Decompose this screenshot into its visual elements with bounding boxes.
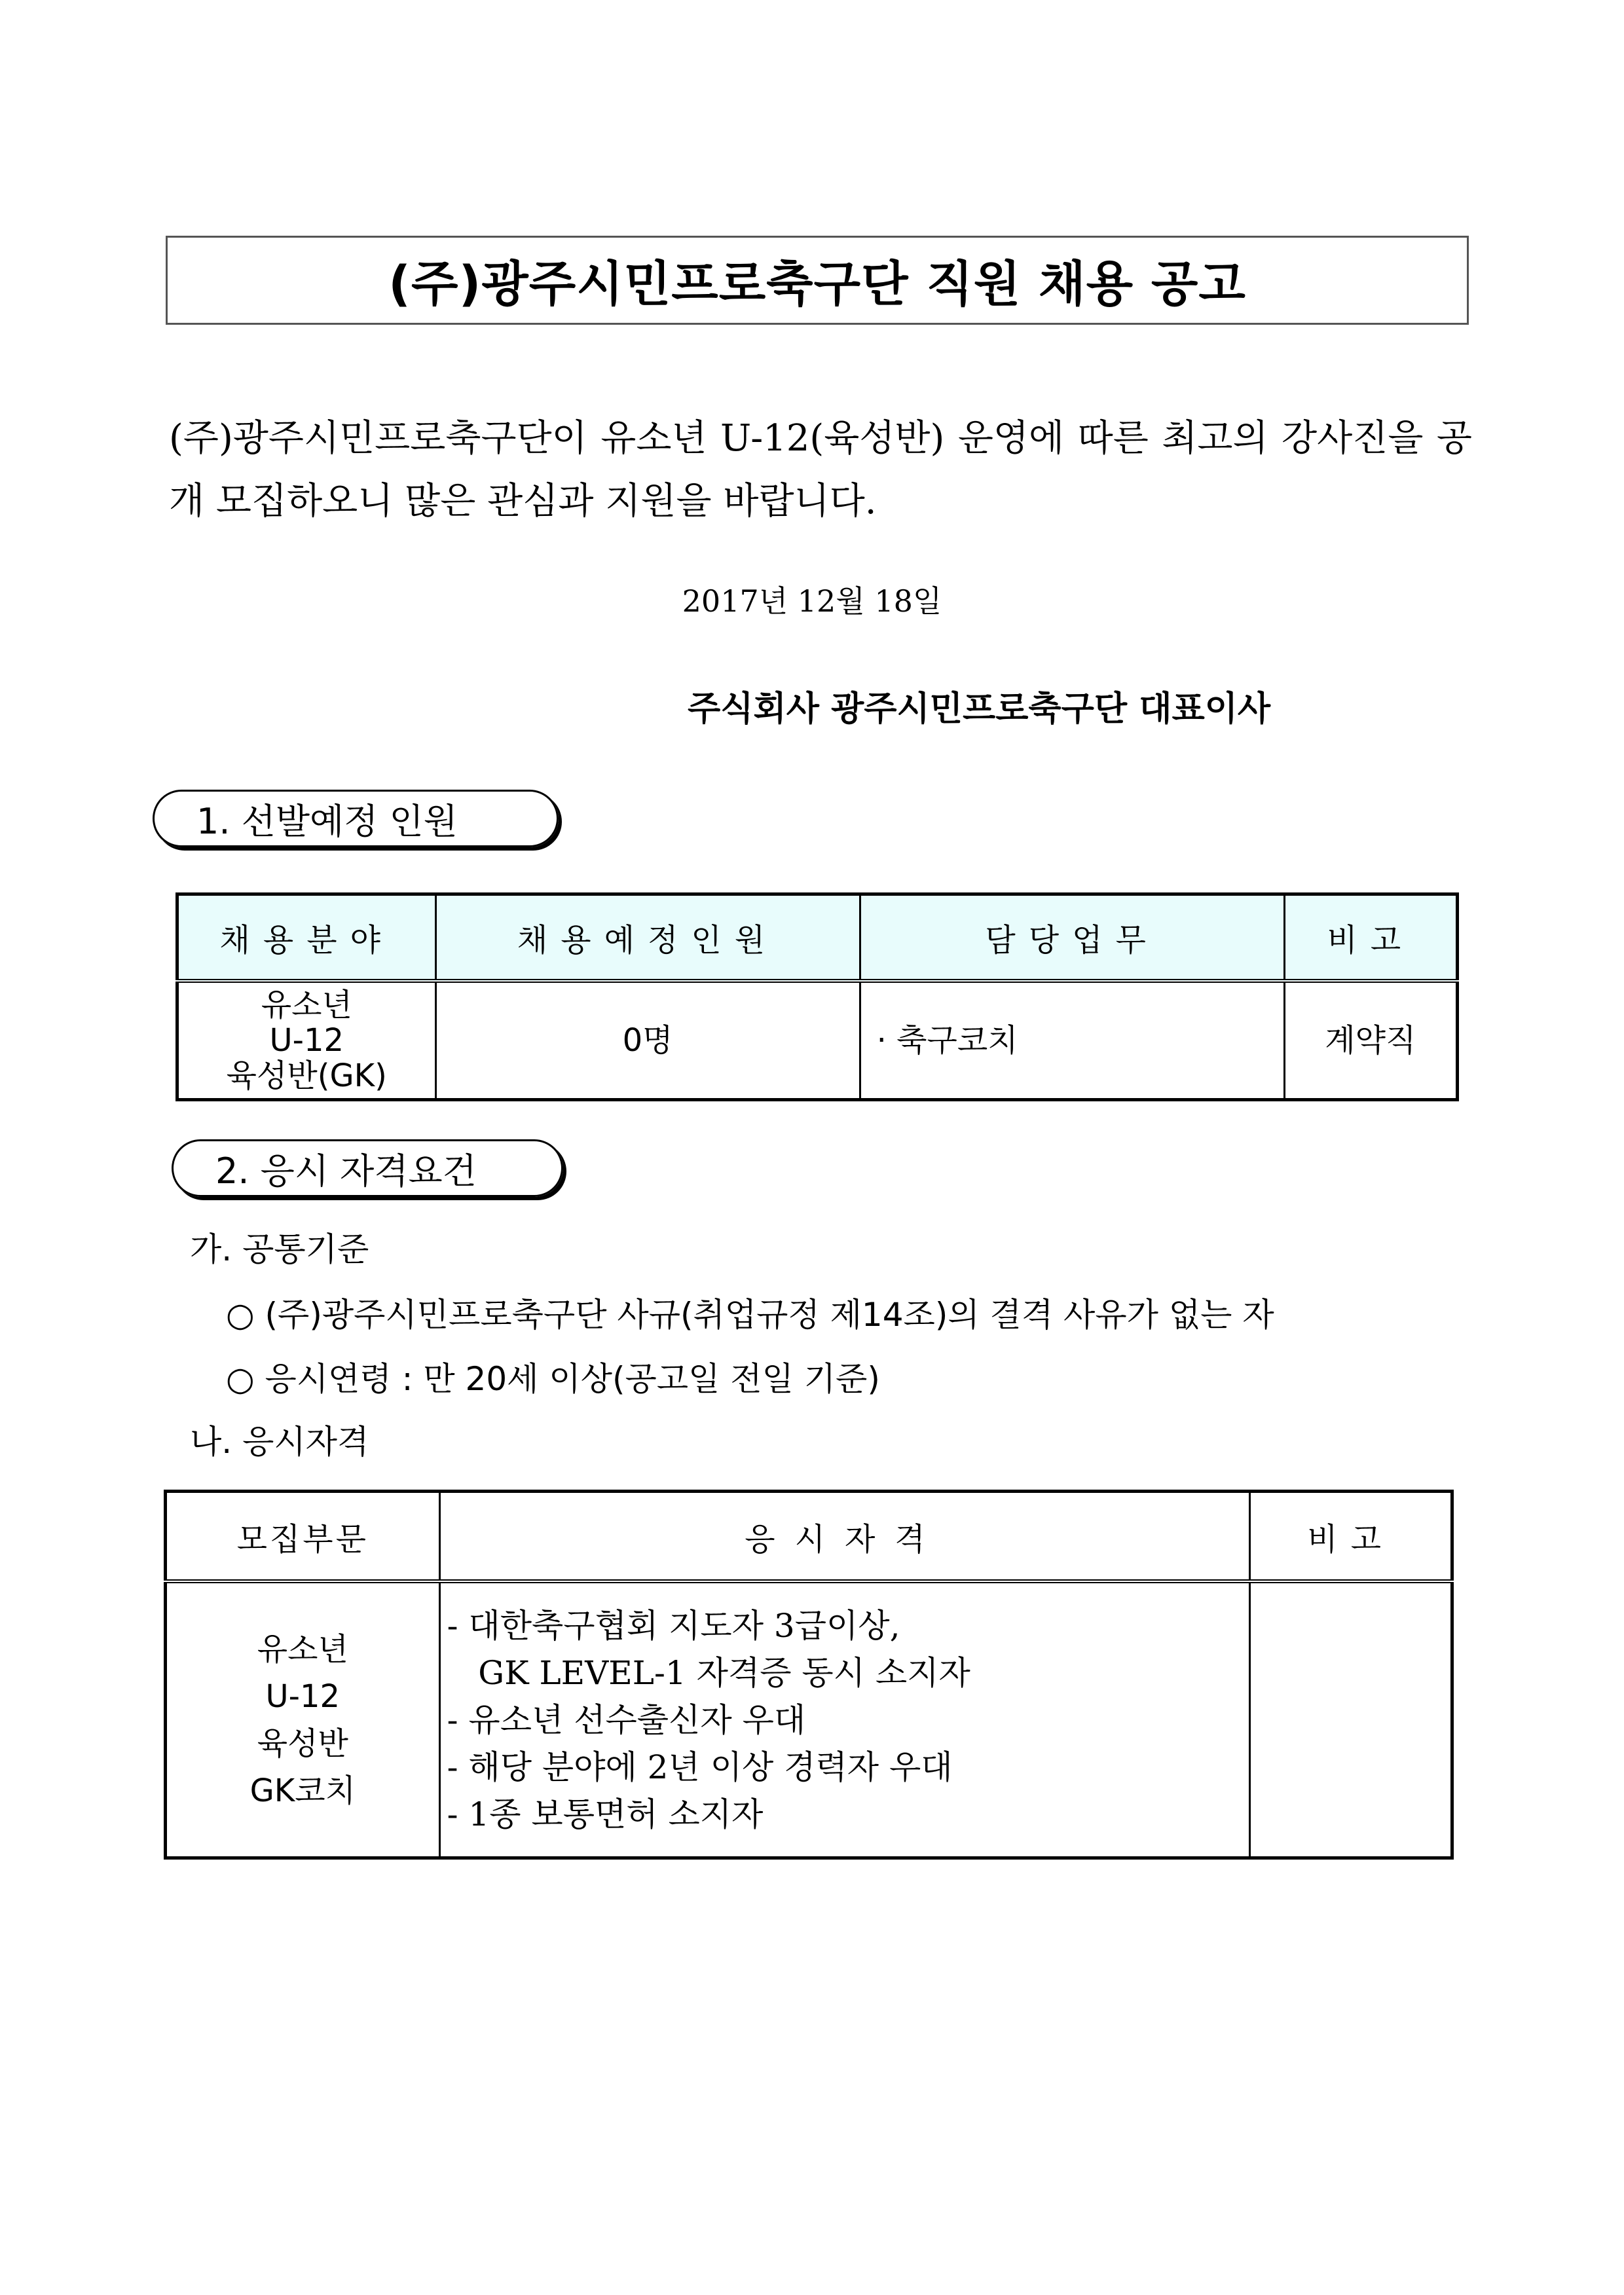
category-line: 육성반	[257, 1725, 348, 1762]
header-field: 채용분야	[177, 894, 436, 982]
qualification-table	[164, 1490, 1454, 1860]
requirement-line: - 대한축구협회 지도자 3급이상,	[447, 1606, 900, 1645]
criteria-bullet: ○ 응시연령 : 만 20세 이상(공고일 전일 기준)	[226, 1360, 880, 1398]
field-line: U-12	[269, 1022, 344, 1059]
qualification-heading: 나. 응시자격	[190, 1423, 369, 1461]
table-row	[177, 981, 1458, 1100]
requirements-cell	[439, 1581, 1250, 1858]
intro-paragraph: (주)광주시민프로축구단이 유소년 U-12(육성반) 운영에 따른 최고의 강사진을 공개 모집하오니 많은 관심과 지원을 바랍니다.	[169, 417, 1472, 523]
positions-table-header	[177, 894, 1458, 982]
header-qualification: 응시자격	[439, 1492, 1250, 1582]
category-line: U-12	[265, 1678, 341, 1715]
requirement-line: - 1종 보통면허 소지자	[447, 1795, 764, 1833]
count-cell: 0명	[435, 981, 860, 1100]
note-cell	[1250, 1581, 1452, 1858]
header-note: 비고	[1250, 1492, 1452, 1582]
section1-heading: 1. 선발예정 인원	[153, 790, 559, 847]
header-note: 비고	[1284, 894, 1457, 982]
section2-heading: 2. 응시 자격요건	[172, 1139, 563, 1197]
qualification-table-header	[166, 1492, 1452, 1582]
common-criteria-heading: 가. 공통기준	[190, 1230, 369, 1268]
table-row	[166, 1581, 1452, 1858]
field-line: 유소년	[261, 987, 352, 1023]
page-title: (주)광주시민프로축구단 직원 채용 공고	[166, 236, 1469, 325]
requirement-line: - 유소년 선수출신자 우대	[447, 1700, 806, 1739]
requirement-line: - 해당 분야에 2년 이상 경력자 우대	[447, 1748, 953, 1786]
category-line: 유소년	[257, 1630, 348, 1668]
field-line: 육성반(GK)	[226, 1057, 387, 1094]
requirement-line: GK LEVEL-1 자격증 동시 소지자	[447, 1653, 970, 1692]
signer: 주식회사 광주시민프로축구단 대표이사	[688, 689, 1271, 729]
header-category: 모집부문	[166, 1492, 440, 1582]
criteria-bullet: ○ (주)광주시민프로축구단 사규(취업규정 제14조)의 결격 사유가 없는 자	[226, 1296, 1274, 1334]
header-duty: 담당업무	[860, 894, 1284, 982]
announcement-date: 2017년 12월 18일	[682, 583, 942, 619]
category-cell	[166, 1581, 440, 1858]
positions-table	[175, 892, 1459, 1101]
duty-cell: · 축구코치	[860, 981, 1284, 1100]
note-cell: 계약직	[1284, 981, 1457, 1100]
category-line: GK코치	[249, 1772, 356, 1809]
field-cell	[177, 981, 436, 1100]
header-count: 채용예정인원	[435, 894, 860, 982]
